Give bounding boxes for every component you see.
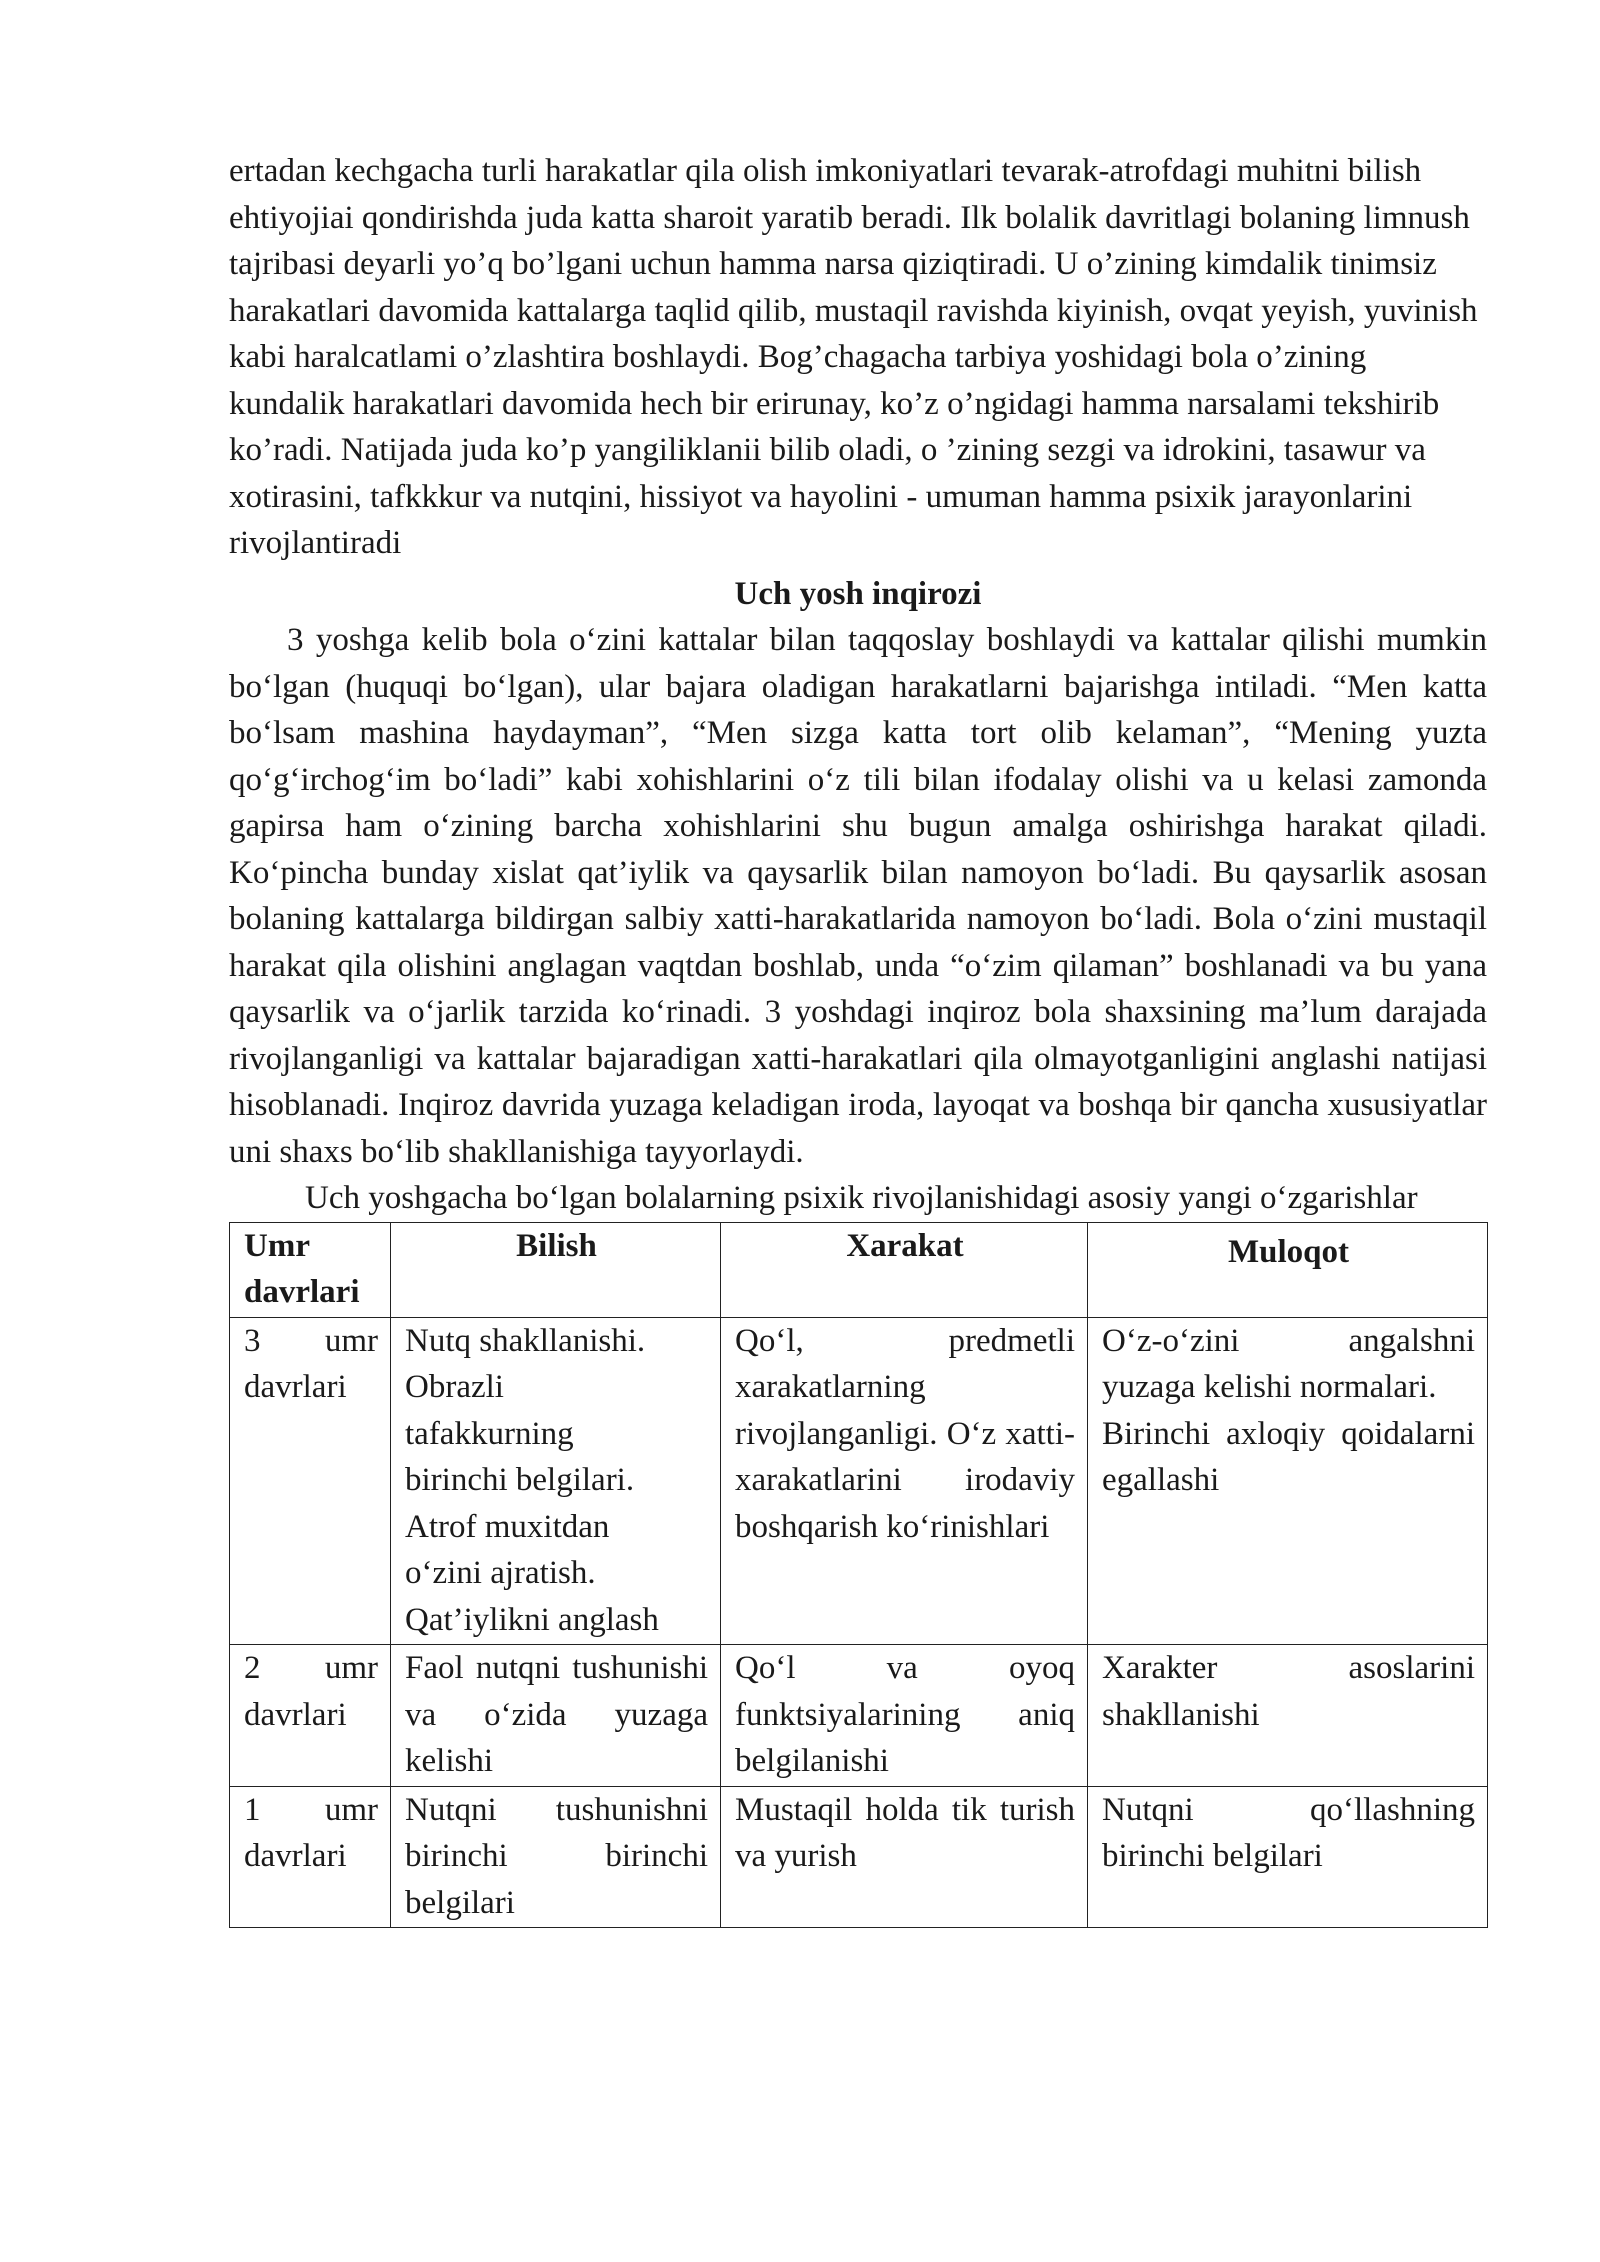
muloqot-cell: Nutqni qo‘llashning birinchi belgilari [1088,1786,1488,1928]
header-muloqot: Muloqot [1088,1222,1488,1317]
muloqot-cell [1088,1317,1488,1645]
bilish-cell: Nutqni tushunishni birinchi birinchi belgilari [391,1786,721,1928]
bilish-line: Qat’iylikni anglash [405,1601,659,1638]
period-cell: 3 umr davrlari [230,1317,391,1645]
bilish-line: tafakkurning [405,1415,574,1452]
bilish-line: birinchi belgilari. [405,1462,635,1498]
table-row [230,1645,1488,1787]
intro-paragraph: ertadan kechgacha turli harakatlar qila olish imkoniyatlari tevarak-atrofdagi muhitni bilish ehtiyojiai qondirishda juda katta sharoit yaratib beradi. Ilk bolalik davritlagi bolaning limnush tajribasi deyarli yo’q bo’lgani uchun hamma narsa qiziqtiradi. U o’zining kimdalik tinimsiz harakatlari davomida kattalarga taqlid qilib, mustaqil ravishda kiyinish, ovqat yeyish, yuvinish kabi haralcatlami o’zlashtira boshlaydi. Bog’chagacha tarbiya yoshidagi bola o’zining kundalik harakatlari davomida hech bir erirunay, ko’z o’ngidagi hamma narsalami tekshirib ko’radi. Natijada juda ko’p yangiliklanii bilib oladi, o ’zining sezgi va idrokini, tasawur va xotirasini, tafkkkur va nutqini, hissiyot va hayolini - umuman hamma psixik jarayonlarini rivojlantiradi [229,153,1478,561]
xarakat-cell: Qo‘l, predmetli xarakatlarning rivojlanganligi. O‘z xatti-xarakatlarini irodaviy boshqarish ko‘rinishlari [721,1317,1088,1645]
table-caption: Uch yoshgacha bo‘lgan bolalarning psixik rivojlanishidagi asosiy yangi o‘zgarishlar [305,1180,1418,1216]
bilish-line: Nutq shakllanishi. [405,1322,646,1359]
table-header-row [230,1222,1488,1317]
bilish-line: Atrof muxitdan [405,1508,610,1545]
section-heading: Uch yosh inqirozi [734,575,982,612]
xarakat-cell: Mustaqil holda tik turish va yurish [721,1786,1088,1928]
period-cell: 2 umr davrlari [230,1645,391,1787]
header-umr-davrlari: Umr davrlari [230,1222,391,1317]
bilish-line: Obrazli [405,1369,504,1405]
bilish-line: o‘zini ajratish. [405,1555,596,1591]
bilish-cell: Faol nutqni tushunishi va o‘zida yuzaga kelishi [391,1645,721,1787]
muloqot-line: Birinchi axloqiy qoidalarni egallashi [1102,1415,1475,1498]
period-cell: 1 umr davrlari [230,1786,391,1928]
muloqot-cell: Xarakter asoslarini shakllanishi [1088,1645,1488,1787]
header-xarakat: Xarakat [721,1222,1088,1317]
table-row [230,1317,1488,1645]
header-bilish: Bilish [391,1222,721,1317]
bilish-cell [391,1317,721,1645]
muloqot-line: O‘z-o‘zini angalshni yuzaga kelishi normalari. [1102,1322,1475,1405]
table-row [230,1786,1488,1928]
document-page [229,148,1487,1928]
development-table [229,1222,1488,1929]
crisis-paragraph: 3 yoshga kelib bola o‘zini kattalar bilan taqqoslay boshlaydi va kattalar qilishi mumkin bo‘lgan (huquqi bo‘lgan), ular bajara oladigan harakatlarni bajarishga intiladi. “Men katta bo‘lsam mashina haydayman”, “Men sizga katta tort olib kelaman”, “Mening yuzta qo‘g‘irchog‘im bo‘ladi” kabi xohishlarini o‘z tili bilan ifodalay olishi va u kelasi zamonda gapirsa ham o‘zining barcha xohishlarini shu bugun amalga oshirishga harakat qiladi. Ko‘pincha bunday xislat qat’iylik va qaysarlik bilan namoyon bo‘ladi. Bu qaysarlik asosan bolaning kattalarga bildirgan salbiy xatti-harakatlarida namoyon bo‘ladi. Bola o‘zini mustaqil harakat qila olishini anglagan vaqtdan boshlab, unda “o‘zim qilaman” boshlanadi va bu yana qaysarlik va o‘jarlik tarzida ko‘rinadi. 3 yoshdagi inqiroz bola shaxsining ma’lum darajada rivojlanganligi va kattalar bajaradigan xatti-harakatlari qila olmayotganligini anglashi natijasi hisoblanadi. Inqiroz davrida yuzaga keladigan iroda, layoqat va boshqa bir qancha xususiyatlar uni shaxs bo‘lib shakllanishiga tayyorlaydi. [229,622,1487,1170]
xarakat-cell: Qo‘l va oyoq funktsiyalarining aniq belgilanishi [721,1645,1088,1787]
